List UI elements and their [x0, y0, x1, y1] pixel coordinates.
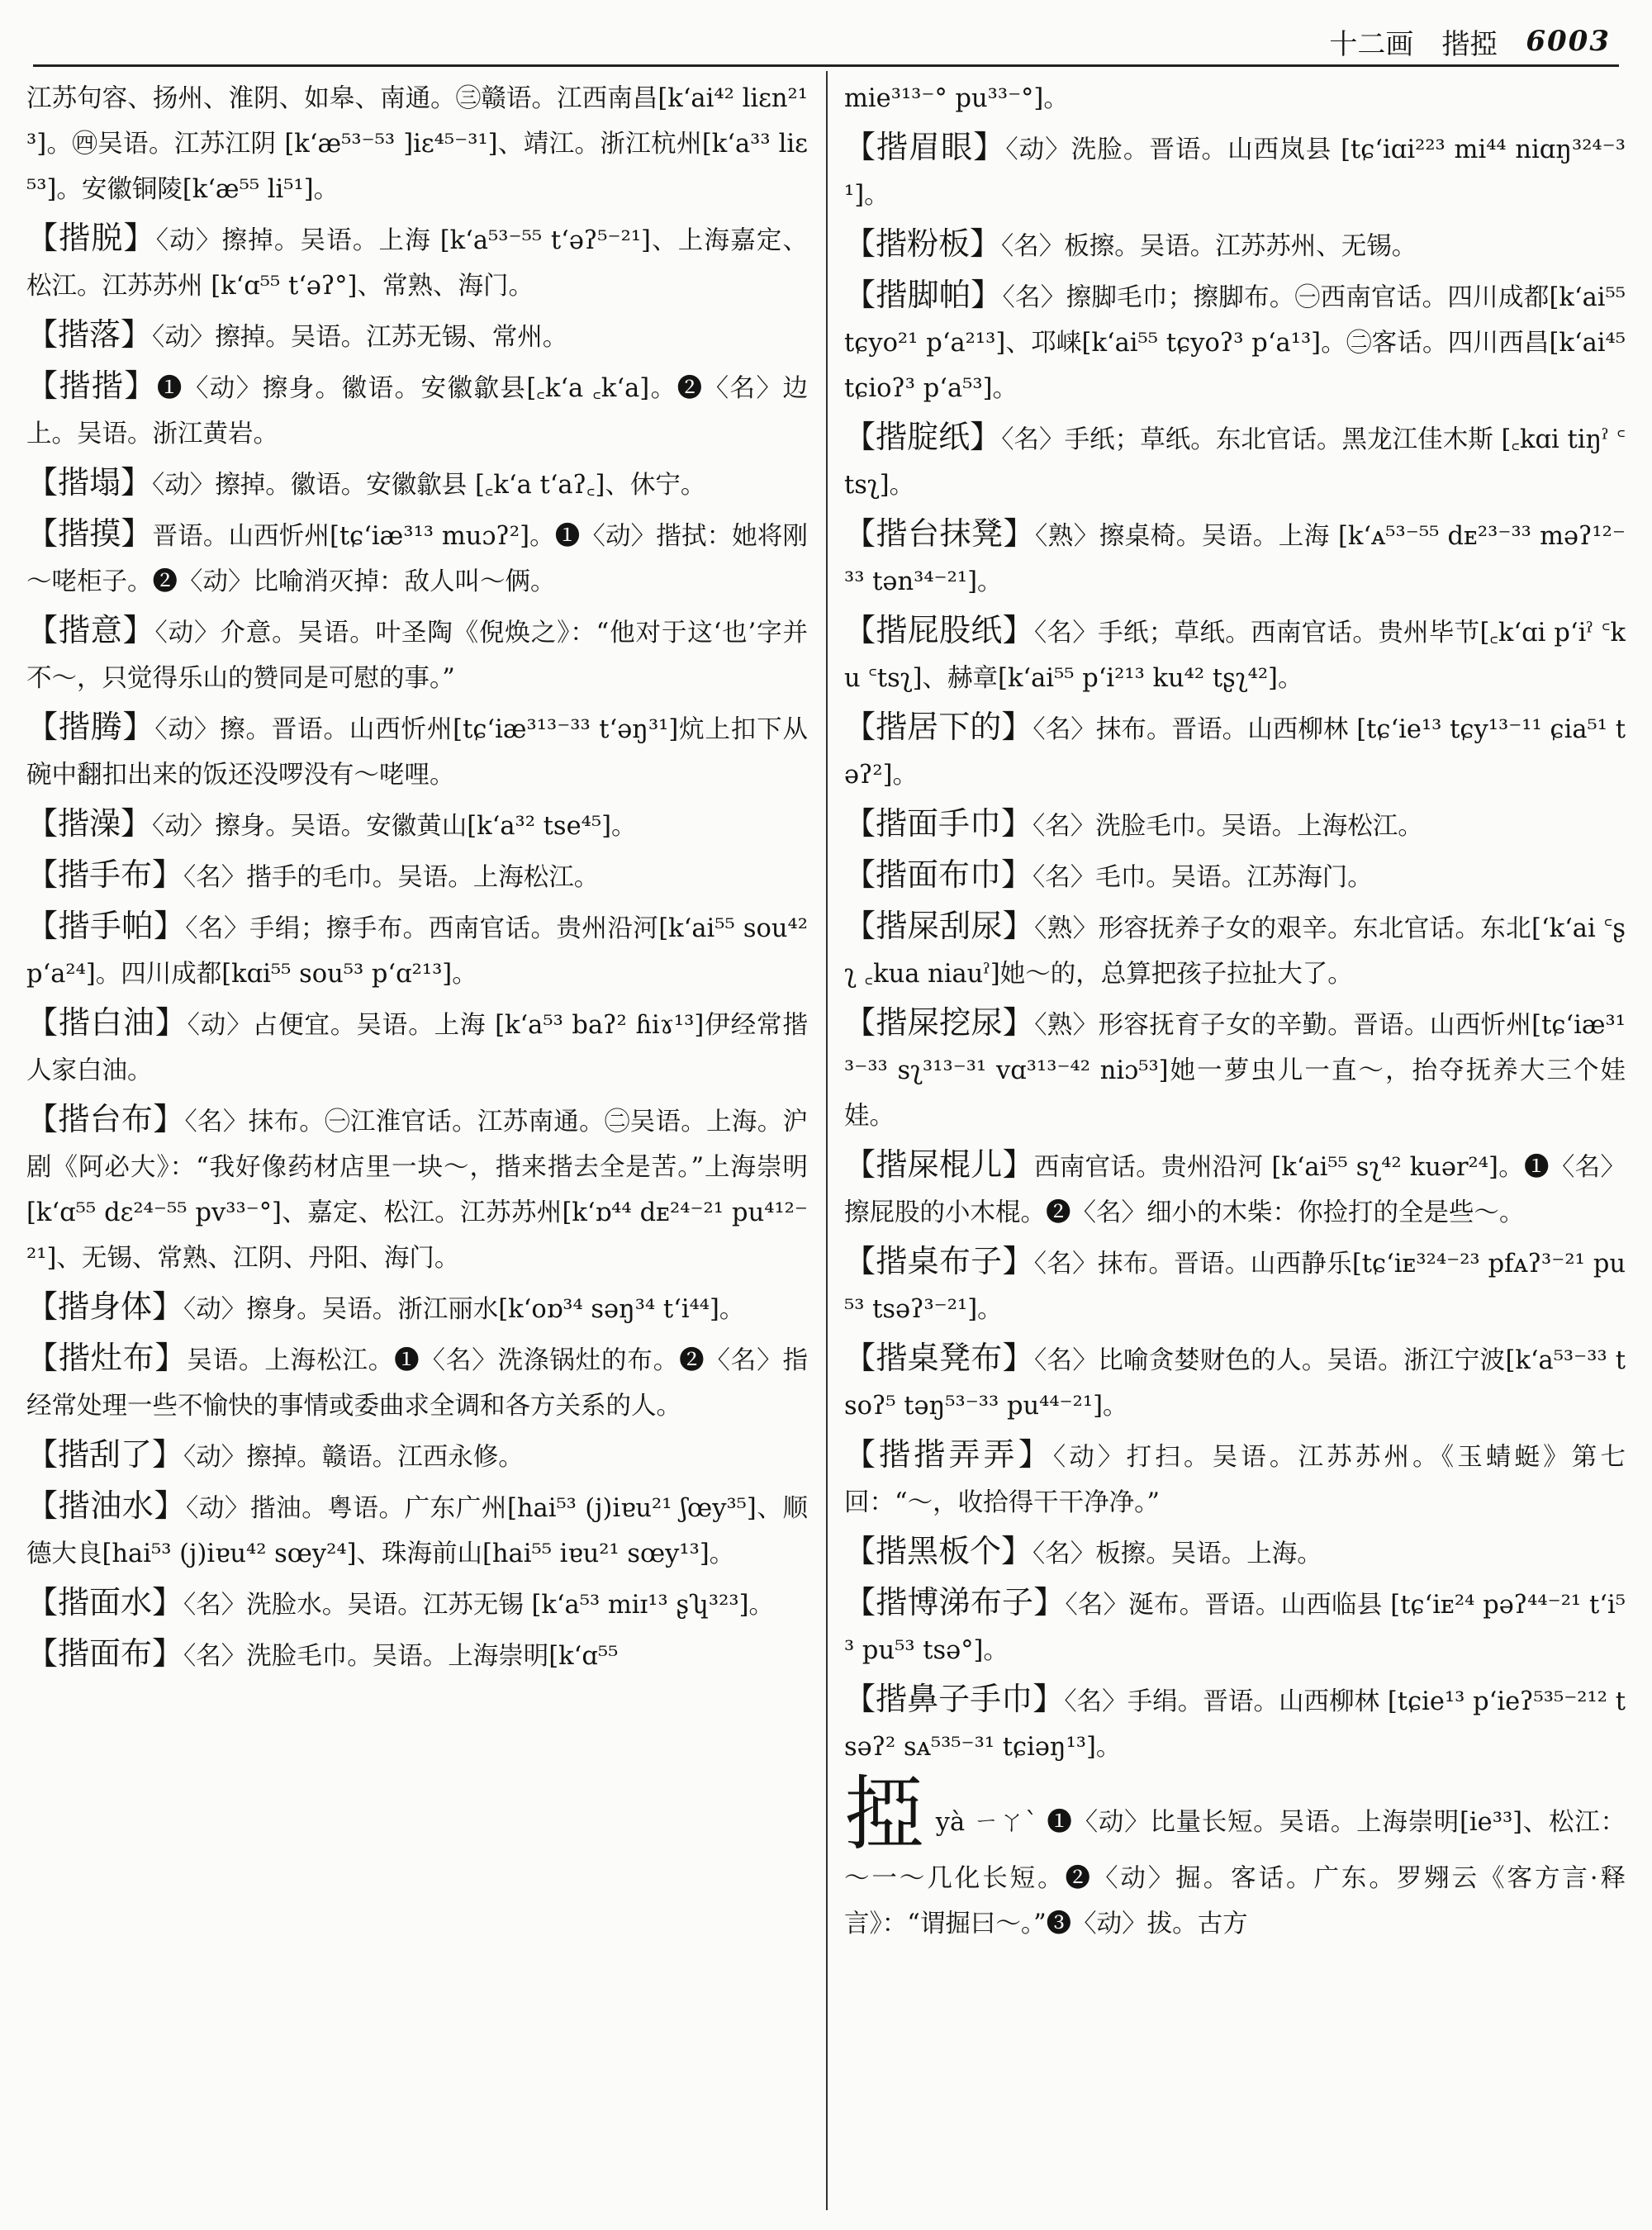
dictionary-entry [844, 608, 1626, 701]
dictionary-entry [844, 852, 1626, 900]
entry-headword: 【揩面水】 [26, 1584, 184, 1620]
dictionary-entry [26, 1336, 808, 1429]
entry-headword: 【揩桌布子】 [844, 1243, 1034, 1279]
entry-headword: 【揩脚帕】 [844, 277, 1003, 313]
entry-definition: 〈动〉打扫。吴语。江苏苏州。《玉蜻蜓》第七回：“～，收拾得干干净净。” [844, 1443, 1626, 1517]
page-header [1239, 18, 1611, 64]
dictionary-entry [26, 904, 808, 997]
left-column [26, 76, 808, 2211]
entry-definition: 〈名〉板擦。吴语。上海。 [1032, 1540, 1322, 1568]
entry-definition: 〈名〉板擦。吴语。江苏苏州、无锡。 [1001, 232, 1417, 261]
entry-definition: mie³¹³⁻° pu³³⁻°]。 [844, 84, 1069, 113]
entry-definition: 〈名〉抹布。晋语。山西柳林 [tɕʻie¹³ tɕy¹³⁻¹¹ ɕia⁵¹ təʔ²]。 [844, 715, 1626, 790]
entry-headword: 【揩白油】 [26, 1004, 188, 1041]
dictionary-entry [26, 1432, 808, 1480]
page-number: 6003 [1526, 25, 1611, 58]
dictionary-entry [844, 221, 1626, 269]
dictionary-entry [26, 76, 808, 212]
entry-definition: 〈名〉手绢；擦手布。西南官话。贵州沿河[kʻai⁵⁵ sou⁴² pʻa²⁴]。四川成都[kɑi⁵⁵ sou⁵³ pʻɑ²¹³]。 [26, 914, 808, 989]
entry-headword: 【揩澡】 [26, 805, 153, 842]
entry-definition: 〈动〉擦掉。吴语。上海 [kʻa⁵³⁻⁵⁵ tʻəʔ⁵⁻²¹]、上海嘉定、松江。江苏苏州 [kʻɑ⁵⁵ tʻəʔ°]、常熟、海门。 [26, 226, 808, 301]
entry-headword: 【揩油水】 [26, 1487, 186, 1524]
dictionary-entry [26, 1284, 808, 1332]
entry-headword: 【揩屎挖尿】 [844, 1004, 1035, 1041]
entry-headword: 【揩落】 [26, 316, 153, 353]
entry-definition: 〈动〉揩油。粤语。广东广州[hai⁵³ (j)iɐu²¹ ʃœy³⁵]、顺德大良[hai⁵³ (j)iɐu⁴² sœy²⁴]、珠海前山[hai⁵⁵ iɐu²¹ sœy¹³]。 [26, 1494, 808, 1568]
entry-headword: 【揩面布巾】 [844, 856, 1033, 893]
entry-headword: 【揩腚纸】 [844, 419, 1002, 455]
entry-headword: 【揩桌凳布】 [844, 1340, 1034, 1376]
entry-definition: 〈动〉擦掉。赣语。江西永修。 [183, 1443, 524, 1472]
entry-definition: 〈动〉介意。吴语。叶圣陶《倪焕之》：“他对于这‘也’字并不～，只觉得乐山的赞同是可慰的事。” [26, 619, 808, 693]
dictionary-entry [844, 1580, 1626, 1673]
entry-headword: 【揩身体】 [26, 1288, 184, 1325]
entry-definition: 〈名〉涎布。晋语。山西临县 [tɕʻiᴇ²⁴ pəʔ⁴⁴⁻²¹ tʻi⁵³ pu⁵³ tsə°]。 [844, 1591, 1626, 1665]
entry-definition: 〈动〉擦身。吴语。安徽黄山[kʻa³² tse⁴⁵]。 [152, 812, 637, 841]
dictionary-entry [26, 312, 808, 360]
entry-headword: 【揩塌】 [26, 464, 153, 501]
dictionary-entry [844, 125, 1626, 218]
entry-headword: 【揩手帕】 [26, 908, 186, 944]
entry-definition: 吴语。上海松江。❶〈名〉洗涤锅灶的布。❷〈名〉指经常处理一些不愉快的事情或委曲求全调和各方关系的人。 [26, 1346, 808, 1421]
entry-headword: 【揩台抹凳】 [844, 515, 1036, 552]
entry-definition: 〈名〉抹布。㊀江淮官话。江苏南通。㊁吴语。上海。沪剧《阿必大》：“我好像药材店里一块～，揩来揩去全是苦。”上海崇明[kʻɑ⁵⁵ dɛ²⁴⁻⁵⁵ pv³³⁻°]、嘉定、松江。江苏苏州[kʻɒ⁴⁴ dᴇ²⁴⁻²¹ pu⁴¹²⁻²¹]、无锡、常熟、江阴、丹阳、海门。 [26, 1108, 808, 1273]
entry-definition: 江苏句容、扬州、淮阴、如皋、南通。㊂赣语。江西南昌[kʻai⁴² liɛn²¹³]。㊃吴语。江苏江阴 [kʻæ⁵³⁻⁵³ ]iɛ⁴⁵⁻³¹]、靖江。浙江杭州[kʻa³³ liɛ⁵³]。安徽铜陵[kʻæ⁵⁵ li⁵¹]。 [26, 84, 808, 204]
headword-character: 掗 [844, 1767, 926, 1862]
dictionary-entry [26, 608, 808, 701]
dictionary-entry [844, 1000, 1626, 1139]
dictionary-entry [844, 76, 1626, 121]
entry-definition: 〈名〉擦脚毛巾；擦脚布。㊀西南官话。四川成都[kʻai⁵⁵ tɕyo²¹ pʻa²¹³]、邛崃[kʻai⁵⁵ tɕyoʔ³ pʻa¹³]。㊁客话。四川西昌[kʻai⁴⁵ tɕioʔ³ pʻa⁵³]。 [844, 283, 1626, 403]
dictionary-entry [844, 1529, 1626, 1577]
entry-headword: 【揩面手巾】 [844, 805, 1033, 842]
entry-headword: 【揩黑板个】 [844, 1533, 1033, 1569]
right-column [844, 76, 1626, 2211]
entry-headword: 【揩居下的】 [844, 709, 1033, 745]
dictionary-entry [26, 705, 808, 798]
entry-definition: 〈动〉擦掉。吴语。江苏无锡、常州。 [152, 323, 568, 352]
entry-headword: 【揩鼻子手巾】 [844, 1681, 1065, 1717]
entry-headword: 【揩揩】 [26, 368, 157, 404]
dictionary-entry [844, 904, 1626, 997]
dictionary-entry [844, 1336, 1626, 1429]
entry-definition: 〈动〉洗脸。晋语。山西岚县 [tɕʻiɑi²²³ mi⁴⁴ niɑŋ³²⁴⁻³¹]。 [844, 135, 1626, 210]
dictionary-entry [844, 801, 1626, 849]
dictionary-entry [844, 705, 1626, 798]
entry-headword: 【揩台布】 [26, 1101, 185, 1137]
entry-definition: 〈名〉洗脸毛巾。吴语。上海崇明[kʻɑ⁵⁵ [183, 1642, 619, 1671]
entry-headword: 【揩腾】 [26, 709, 155, 745]
entry-definition: yà ㄧㄚˋ ❶〈动〉比量长短。吴语。上海崇明[ie³³]、松江：～一～几化长短。❷〈动〉掘。客话。广东。罗翙云《客方言·释言》：“谓掘曰～。”❸〈动〉拔。古方 [844, 1808, 1626, 1938]
entry-headword: 【揩灶布】 [26, 1340, 188, 1376]
header-strokes: 十二画 [1329, 27, 1414, 61]
dictionary-entry [844, 1767, 1626, 1947]
dictionary-entry [844, 511, 1626, 605]
entry-headword: 【揩眉眼】 [844, 129, 1006, 165]
entry-definition: 〈名〉毛巾。吴语。江苏海门。 [1032, 863, 1373, 892]
entry-headword: 【揩粉板】 [844, 225, 1002, 262]
dictionary-entry [26, 1000, 808, 1094]
entry-definition: 〈名〉手纸；草纸。东北官话。黑龙江佳木斯 [꜀kɑi tiŋˀ ꜂tsʅ]。 [844, 425, 1626, 500]
entry-headword: 【揩刮了】 [26, 1436, 184, 1473]
dictionary-entry [844, 273, 1626, 411]
entry-definition: 西南官话。贵州沿河 [kʻai⁵⁵ sʅ⁴² kuər²⁴]。❶〈名〉擦屁股的小木棍。❷〈名〉细小的木柴：你捡打的全是些～。 [844, 1153, 1626, 1227]
entry-definition: ❶〈动〉擦身。徽语。安徽歙县[꜀kʻa ꜀kʻa]。❷〈名〉边上。吴语。浙江黄岩。 [26, 374, 808, 448]
entry-headword: 【揩屁股纸】 [844, 612, 1034, 648]
entry-headword: 【揩屎刮尿】 [844, 908, 1035, 944]
entry-definition: 〈名〉比喻贪婪财色的人。吴语。浙江宁波[kʻa⁵³⁻³³ tsoʔ⁵ təŋ⁵³⁻³³ pu⁴⁴⁻²¹]。 [844, 1346, 1626, 1421]
entry-definition: 〈动〉擦身。吴语。浙江丽水[kʻoɒ³⁴ səŋ³⁴ tʻi⁴⁴]。 [183, 1295, 745, 1324]
entry-definition: 〈动〉占便宜。吴语。上海 [kʻa⁵³ baʔ² ɦiɤ¹³]伊经常揩人家白油。 [26, 1011, 808, 1085]
dictionary-entry [844, 1142, 1626, 1236]
entry-definition: 〈动〉擦。晋语。山西忻州[tɕʻiæ³¹³⁻³³ tʻəŋ³¹]炕上扣下从碗中翻扣出来的饭还没啰没有～咾哩。 [26, 715, 808, 790]
dictionary-entry [26, 801, 808, 849]
entry-headword: 【揩揩弄弄】 [844, 1436, 1053, 1473]
entry-definition: 〈名〉抹布。晋语。山西静乐[tɕʻiᴇ³²⁴⁻²³ pfᴀʔ³⁻²¹ pu⁵³ tsəʔ³⁻²¹]。 [844, 1250, 1626, 1324]
dictionary-entry [26, 511, 808, 605]
dictionary-entry [844, 1239, 1626, 1332]
entry-definition: 〈动〉擦掉。徽语。安徽歙县 [꜀kʻa tʻaʔ꜀]、休宁。 [152, 471, 706, 500]
dictionary-entry [26, 1631, 808, 1679]
dictionary-entry [844, 415, 1626, 508]
column-divider [826, 71, 828, 2210]
dictionary-entry [26, 852, 808, 900]
entry-headword: 【揩手布】 [26, 856, 184, 893]
header-chars: 揩掗 [1441, 27, 1498, 61]
entry-definition: 〈熟〉擦桌椅。吴语。上海 [kʻᴀ⁵³⁻⁵⁵ dᴇ²³⁻³³ məʔ¹²⁻³³ tən³⁴⁻²¹]。 [844, 522, 1626, 596]
entry-definition: 〈名〉洗脸水。吴语。江苏无锡 [kʻa⁵³ miɪ¹³ ʂʮ³²³]。 [183, 1591, 774, 1620]
dictionary-entry [26, 1097, 808, 1281]
entry-definition: 〈名〉洗脸毛巾。吴语。上海松江。 [1032, 812, 1423, 841]
header-rule [33, 64, 1619, 67]
entry-headword: 【揩屎棍儿】 [844, 1146, 1034, 1183]
entry-headword: 【揩脱】 [26, 220, 156, 256]
dictionary-entry [26, 1580, 808, 1628]
dictionary-entry [26, 216, 808, 309]
dictionary-entry [26, 460, 808, 508]
entry-headword: 【揩意】 [26, 612, 155, 648]
entry-definition: 〈熟〉形容抚育子女的辛勤。晋语。山西忻州[tɕʻiæ³¹³⁻³³ sʅ³¹³⁻³¹ vɑ³¹³⁻⁴² niɔ⁵³]她一萝虫儿一直～，抬夺抚养大三个娃娃。 [844, 1011, 1626, 1131]
entry-definition: 〈名〉揩手的毛巾。吴语。上海松江。 [183, 863, 600, 892]
dictionary-entry [26, 1483, 808, 1577]
dictionary-entry [844, 1677, 1626, 1770]
entry-definition: 〈熟〉形容抚养子女的艰辛。东北官话。东北[ʻkʻai ꜂ʂʅ ꜀kua niauˀ]她～的，总算把孩子拉扯大了。 [844, 914, 1626, 989]
dictionary-entry [844, 1432, 1626, 1525]
entry-headword: 【揩面布】 [26, 1635, 184, 1672]
entry-headword: 【揩摸】 [26, 515, 153, 552]
entry-headword: 【揩博涕布子】 [844, 1584, 1066, 1620]
entry-definition: 〈名〉手绢。晋语。山西柳林 [tɕie¹³ pʻieʔ⁵³⁵⁻²¹² tsəʔ² sᴀ⁵³⁵⁻³¹ tɕiəŋ¹³]。 [844, 1687, 1626, 1762]
entry-definition: 晋语。山西忻州[tɕʻiæ³¹³ muɔʔ²]。❶〈动〉揩拭：她将刚～咾柜子。❷〈动〉比喻消灭掉：敌人叫～俩。 [26, 522, 808, 596]
entry-definition: 〈名〉手纸；草纸。西南官话。贵州毕节[꜀kʻɑi pʻiˀ ꜂ku ꜂tsʅ]、赫章[kʻai⁵⁵ pʻi²¹³ ku⁴² tʂʅ⁴²]。 [844, 619, 1626, 693]
dictionary-entry [26, 363, 808, 457]
